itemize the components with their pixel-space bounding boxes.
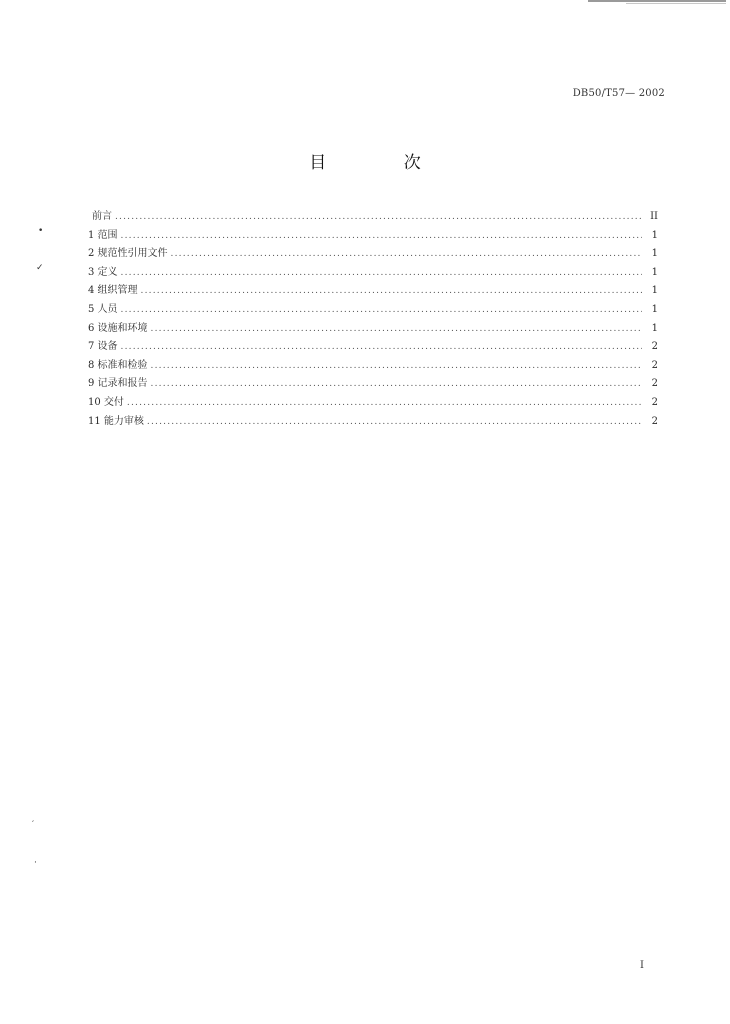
scan-edge-line-secondary	[626, 3, 726, 4]
toc-leader-dots	[121, 268, 642, 278]
toc-entry-definitions[interactable]	[88, 263, 658, 282]
scan-speck-mark: •	[38, 226, 44, 236]
toc-leader-dots	[121, 305, 642, 315]
toc-entry-scope[interactable]	[88, 226, 658, 245]
toc-entry-label: 1 范围	[88, 229, 118, 241]
toc-entry-foreword[interactable]	[88, 207, 658, 226]
document-code: DB50/T57— 2002	[572, 88, 665, 99]
toc-leader-dots	[127, 398, 642, 408]
toc-entry-page: 2	[651, 359, 658, 371]
toc-entry-page: 1	[651, 285, 658, 297]
toc-leader-dots	[151, 361, 642, 371]
toc-leader-dots	[147, 417, 642, 427]
toc-leader-dots	[121, 342, 642, 352]
toc-entry-facilities[interactable]	[88, 319, 658, 338]
toc-entry-page: 1	[651, 229, 658, 241]
page-number: I	[640, 960, 644, 971]
toc-entry-page: 2	[651, 415, 658, 427]
toc-entry-label: 11 能力审核	[88, 415, 144, 427]
toc-entry-label: 6 设施和环境	[88, 322, 148, 334]
toc-entry-label: 7 设备	[88, 341, 118, 353]
toc-entry-personnel[interactable]	[88, 300, 658, 319]
toc-entry-label: 10 交付	[88, 396, 124, 408]
toc-entry-equipment[interactable]	[88, 337, 658, 356]
toc-entry-label: 8 标准和检验	[88, 359, 148, 371]
toc-leader-dots	[121, 231, 642, 241]
toc-entry-label: 3 定义	[88, 266, 118, 278]
toc-entry-label: 4 组织管理	[88, 285, 138, 297]
toc-entry-page: 1	[651, 248, 658, 260]
toc-leader-dots	[151, 324, 642, 334]
toc-entry-label: 2 规范性引用文件	[88, 248, 168, 260]
toc-entry-capability-audit[interactable]	[88, 412, 658, 431]
scan-speck-mark: ✓	[36, 263, 44, 273]
table-of-contents	[88, 207, 658, 430]
toc-entry-records[interactable]	[88, 374, 658, 393]
toc-entry-page: 1	[651, 266, 658, 278]
scan-edge-line	[588, 0, 726, 2]
toc-entry-label: 前言	[92, 211, 112, 222]
toc-entry-page: 2	[651, 396, 658, 408]
toc-leader-dots	[151, 379, 642, 389]
toc-entry-page: 1	[651, 322, 658, 334]
scan-speck-mark: ·	[34, 858, 37, 868]
toc-entry-page: II	[650, 211, 658, 222]
toc-entry-organization[interactable]	[88, 281, 658, 300]
toc-entry-page: 1	[651, 303, 658, 315]
toc-entry-page: 2	[651, 378, 658, 390]
page-title: 目 次	[309, 153, 457, 173]
toc-leader-dots	[171, 249, 642, 259]
toc-entry-label: 9 记录和报告	[88, 378, 148, 390]
toc-entry-normative-references[interactable]	[88, 244, 658, 263]
scan-speck-mark: ′	[32, 820, 35, 830]
toc-entry-page: 2	[651, 341, 658, 353]
toc-entry-delivery[interactable]	[88, 393, 658, 412]
toc-entry-label: 5 人员	[88, 303, 118, 315]
toc-leader-dots	[141, 286, 642, 296]
toc-leader-dots	[115, 212, 642, 222]
toc-entry-standards[interactable]	[88, 356, 658, 375]
